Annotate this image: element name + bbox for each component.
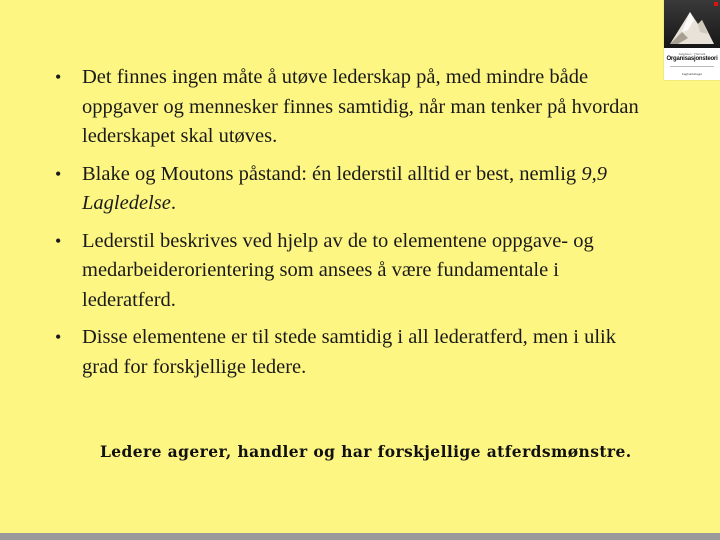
bullet-item [55,227,655,316]
book-title: Organisasjonsteori [666,56,718,62]
bullet-text: Blake og Moutons påstand: én lederstil alltid er best, nemlig [82,162,582,185]
bullet-emphasis: 9,9 Lagledelse [82,162,607,214]
bullet-tail: . [170,192,176,214]
bullet-marker: • [55,327,62,347]
bullet-text: Det finnes ingen måte å utøve lederskap på, med mindre både oppgaver og mennesker finnes samtidig, når man tenker på hvordan lederskapet skal utøves. [82,66,639,147]
red-mark-icon [714,2,718,6]
bullet-list [55,63,655,390]
bullet-text: Disse elementene er til stede samtidig i all lederatferd, men i ulik grad for forskjellige ledere. [82,326,616,378]
book-divider [670,66,714,67]
bullet-marker: • [55,230,62,251]
mountain-icon [668,4,716,48]
bullet-item [55,323,655,382]
bullet-marker: • [55,163,62,184]
book-authors: Jacobsen · Thorsvik [678,52,706,56]
bullet-text: Lederstil beskrives ved hjelp av de to elementene oppgave- og medarbeiderorientering som ansees å være fundamentale i lederatferd. [82,229,594,311]
bottom-bar [0,533,720,540]
bullet-marker: • [55,67,62,87]
book-cover-image [664,0,720,80]
book-publisher: Fagbokforlaget [681,72,702,76]
footer-statement: Ledere agerer, handler og har forskjellige atferdsmønstre. [100,442,632,461]
bullet-item [55,63,655,152]
bullet-item [55,160,655,219]
